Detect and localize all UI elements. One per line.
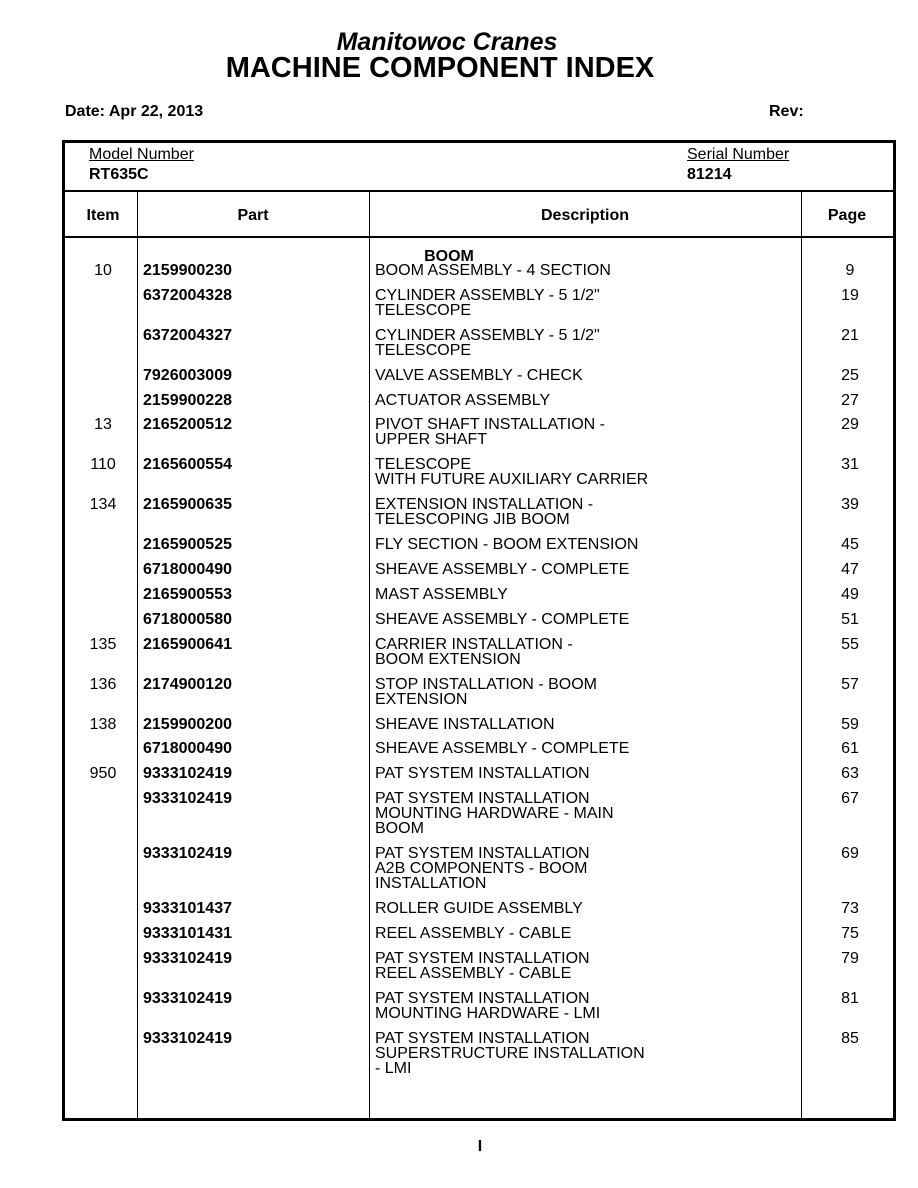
row-part-number: 2165900525 bbox=[143, 536, 232, 554]
description-line: BOOM ASSEMBLY - 4 SECTION bbox=[375, 262, 611, 279]
row-page-number: 31 bbox=[841, 456, 859, 474]
row-description bbox=[375, 901, 795, 916]
row-page-number: 73 bbox=[841, 900, 859, 917]
row-item-number: 10 bbox=[94, 262, 112, 279]
description-line: PAT SYSTEM INSTALLATION bbox=[375, 1029, 590, 1047]
model-number-value: RT635C bbox=[89, 166, 149, 183]
row-item-number: 138 bbox=[89, 715, 117, 733]
row-part-number: 6718000490 bbox=[143, 561, 232, 579]
column-header-page: Page bbox=[827, 207, 867, 224]
column-header-description: Description bbox=[540, 207, 629, 224]
description-line: A2B COMPONENTS - BOOM bbox=[375, 860, 588, 877]
description-line: FLY SECTION - BOOM EXTENSION bbox=[375, 536, 639, 554]
description-line: - LMI bbox=[375, 1059, 412, 1077]
row-page-number: 55 bbox=[841, 635, 859, 653]
row-page-number: 81 bbox=[841, 989, 859, 1007]
column-divider bbox=[369, 191, 370, 1118]
header-divider bbox=[65, 190, 893, 192]
date-label: Date: Apr 22, 2013 bbox=[65, 103, 204, 120]
row-page-number: 29 bbox=[841, 416, 859, 434]
row-page-number: 9 bbox=[845, 262, 855, 279]
row-page-number: 39 bbox=[841, 496, 859, 514]
row-part-number: 7926003009 bbox=[143, 366, 232, 384]
row-description bbox=[375, 497, 795, 527]
description-line: PAT SYSTEM INSTALLATION bbox=[375, 765, 590, 783]
description-line: CARRIER INSTALLATION - bbox=[375, 635, 573, 653]
page-number: I bbox=[477, 1138, 483, 1155]
row-description bbox=[375, 263, 795, 278]
description-line: MAST ASSEMBLY bbox=[375, 586, 508, 603]
description-line: SHEAVE INSTALLATION bbox=[375, 715, 555, 733]
description-line: SHEAVE ASSEMBLY - COMPLETE bbox=[375, 740, 630, 758]
description-line: CYLINDER ASSEMBLY - 5 1/2" bbox=[375, 286, 600, 304]
description-line: PAT SYSTEM INSTALLATION bbox=[375, 949, 590, 967]
row-part-number: 2165900553 bbox=[143, 586, 232, 603]
company-name: Manitowoc Cranes bbox=[336, 28, 558, 56]
row-page-number: 49 bbox=[841, 586, 859, 603]
row-part-number: 9333102419 bbox=[143, 765, 232, 783]
row-description bbox=[375, 637, 795, 667]
row-part-number: 9333101437 bbox=[143, 900, 232, 917]
row-item-number: 13 bbox=[94, 416, 112, 434]
row-item-number: 110 bbox=[90, 456, 116, 474]
row-page-number: 51 bbox=[841, 610, 859, 628]
description-line: TELESCOPE bbox=[375, 341, 472, 359]
component-table bbox=[62, 140, 896, 1121]
description-line: EXTENSION bbox=[375, 690, 468, 708]
group-heading: BOOM bbox=[424, 248, 474, 265]
row-description bbox=[375, 587, 795, 602]
model-number-label: Model Number bbox=[89, 146, 194, 163]
column-divider bbox=[137, 191, 138, 1118]
row-part-number: 2165600554 bbox=[143, 456, 232, 474]
row-description bbox=[375, 417, 795, 447]
description-line: SHEAVE ASSEMBLY - COMPLETE bbox=[375, 561, 630, 579]
revision-label: Rev: bbox=[769, 103, 804, 120]
row-description bbox=[375, 562, 795, 577]
description-line: REEL ASSEMBLY - CABLE bbox=[375, 964, 572, 982]
row-description bbox=[375, 926, 795, 941]
description-line: TELESCOPE bbox=[375, 301, 472, 319]
row-part-number: 2165900635 bbox=[143, 496, 232, 514]
row-page-number: 25 bbox=[841, 366, 859, 384]
description-line: TELESCOPING JIB BOOM bbox=[375, 511, 570, 529]
column-divider bbox=[801, 191, 802, 1118]
row-description bbox=[375, 288, 795, 318]
description-line: CYLINDER ASSEMBLY - 5 1/2" bbox=[375, 326, 600, 344]
description-line: WITH FUTURE AUXILIARY CARRIER bbox=[375, 471, 649, 489]
row-description bbox=[375, 537, 795, 552]
description-line: PIVOT SHAFT INSTALLATION - bbox=[375, 416, 605, 434]
row-page-number: 27 bbox=[841, 391, 859, 409]
description-line: UPPER SHAFT bbox=[375, 431, 488, 449]
row-description bbox=[375, 328, 795, 358]
row-description bbox=[375, 677, 795, 707]
row-description bbox=[375, 951, 795, 981]
row-item-number: 950 bbox=[89, 765, 117, 783]
column-header-divider bbox=[65, 236, 893, 238]
row-description bbox=[375, 991, 795, 1021]
row-page-number: 63 bbox=[841, 765, 859, 783]
description-line: STOP INSTALLATION - BOOM bbox=[375, 675, 597, 693]
row-part-number: 2165200512 bbox=[143, 416, 232, 434]
row-part-number: 9333102419 bbox=[143, 790, 232, 807]
description-line: INSTALLATION bbox=[375, 875, 487, 892]
row-page-number: 45 bbox=[841, 536, 859, 554]
row-part-number: 6718000580 bbox=[143, 610, 232, 628]
serial-number-label: Serial Number bbox=[687, 146, 790, 163]
row-part-number: 2159900200 bbox=[143, 715, 232, 733]
row-description bbox=[375, 1031, 795, 1076]
description-line: PAT SYSTEM INSTALLATION bbox=[375, 845, 590, 862]
row-page-number: 67 bbox=[841, 790, 859, 807]
description-line: TELESCOPE bbox=[375, 456, 472, 474]
row-description bbox=[375, 766, 795, 781]
row-part-number: 9333102419 bbox=[143, 989, 232, 1007]
document-title: MACHINE COMPONENT INDEX bbox=[225, 52, 655, 84]
row-page-number: 79 bbox=[841, 949, 859, 967]
row-page-number: 85 bbox=[841, 1029, 859, 1047]
description-line: SUPERSTRUCTURE INSTALLATION bbox=[375, 1044, 645, 1062]
row-part-number: 6718000490 bbox=[143, 740, 232, 758]
description-line: EXTENSION INSTALLATION - bbox=[375, 496, 594, 514]
description-line: ACTUATOR ASSEMBLY bbox=[375, 391, 551, 409]
row-description bbox=[375, 741, 795, 756]
row-page-number: 75 bbox=[841, 924, 859, 942]
column-header-item: Item bbox=[86, 207, 120, 224]
row-part-number: 2159900228 bbox=[143, 391, 232, 409]
row-description bbox=[375, 717, 795, 732]
row-description bbox=[375, 846, 795, 891]
row-part-number: 2165900641 bbox=[143, 635, 232, 653]
serial-number-value: 81214 bbox=[687, 166, 732, 183]
row-description bbox=[375, 393, 795, 408]
description-line: PAT SYSTEM INSTALLATION bbox=[375, 989, 590, 1007]
row-page-number: 57 bbox=[841, 675, 859, 693]
description-line: BOOM bbox=[375, 820, 424, 837]
row-description bbox=[375, 457, 795, 487]
row-part-number: 9333102419 bbox=[143, 949, 232, 967]
description-line: VALVE ASSEMBLY - CHECK bbox=[375, 366, 583, 384]
row-part-number: 6372004328 bbox=[143, 286, 232, 304]
description-line: SHEAVE ASSEMBLY - COMPLETE bbox=[375, 610, 630, 628]
column-header-part: Part bbox=[237, 207, 269, 224]
row-item-number: 135 bbox=[89, 635, 117, 653]
description-line: BOOM EXTENSION bbox=[375, 650, 521, 668]
row-page-number: 69 bbox=[841, 845, 859, 862]
row-item-number: 134 bbox=[89, 496, 117, 514]
row-item-number: 136 bbox=[89, 675, 117, 693]
row-part-number: 9333102419 bbox=[143, 1029, 232, 1047]
description-line: REEL ASSEMBLY - CABLE bbox=[375, 924, 572, 942]
description-line: MOUNTING HARDWARE - MAIN bbox=[375, 805, 614, 822]
row-part-number: 6372004327 bbox=[143, 326, 232, 344]
description-line: MOUNTING HARDWARE - LMI bbox=[375, 1004, 601, 1022]
description-line: ROLLER GUIDE ASSEMBLY bbox=[375, 900, 583, 917]
row-part-number: 2174900120 bbox=[143, 675, 232, 693]
row-description bbox=[375, 791, 795, 836]
row-page-number: 47 bbox=[841, 561, 859, 579]
row-page-number: 19 bbox=[841, 286, 859, 304]
description-line: PAT SYSTEM INSTALLATION bbox=[375, 790, 590, 807]
row-page-number: 59 bbox=[841, 715, 859, 733]
row-part-number: 2159900230 bbox=[143, 262, 232, 279]
row-page-number: 21 bbox=[841, 326, 859, 344]
row-description bbox=[375, 368, 795, 383]
row-part-number: 9333102419 bbox=[143, 845, 232, 862]
row-description bbox=[375, 612, 795, 627]
row-part-number: 9333101431 bbox=[143, 924, 232, 942]
row-page-number: 61 bbox=[841, 740, 859, 758]
